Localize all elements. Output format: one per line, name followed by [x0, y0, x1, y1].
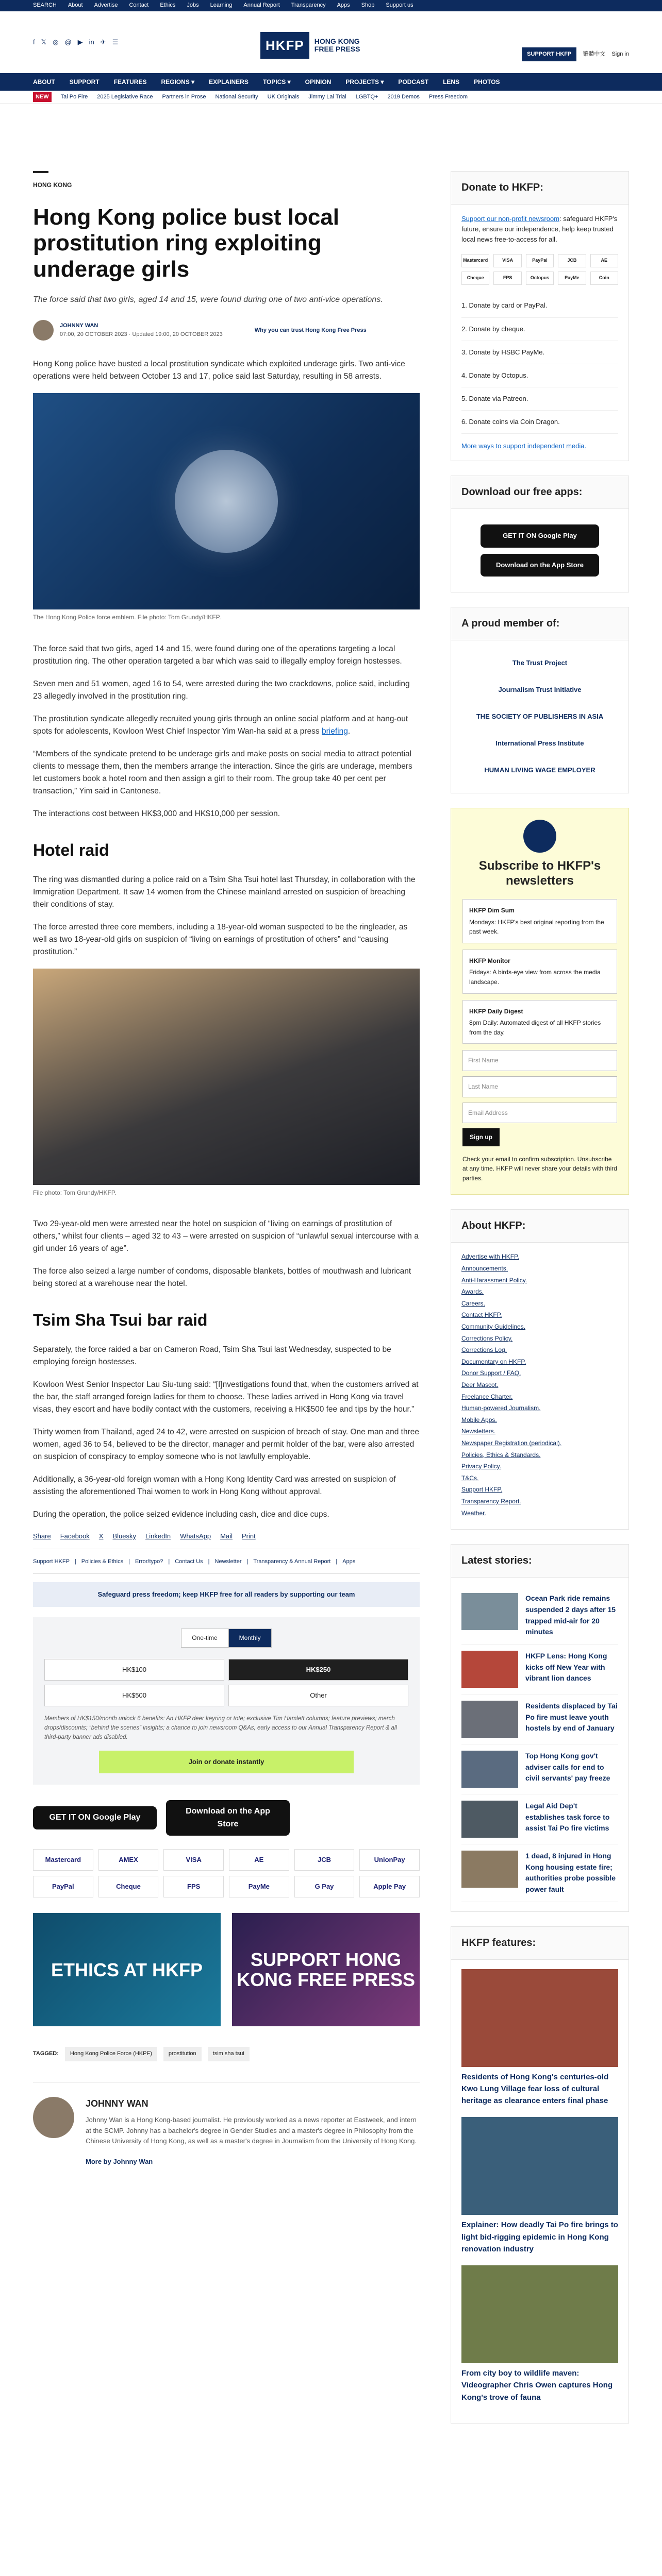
cheque-icon: Cheque — [461, 272, 489, 285]
author-bio: Johnny Wan is a Hong Kong-based journalist. He previously worked as a news reporter at Eastweek, and intern at the SCMP. Johnny has a bachelor's degree in Gender Studies and a master's degree in Philosophy from the Chinese University of Hong Kong, as well as a master's degree in Journalism from the University of Hong Kong. — [86, 2116, 417, 2145]
signup-button[interactable]: Sign up — [462, 1128, 500, 1146]
article — [33, 171, 420, 2438]
apps-link[interactable]: Apps — [337, 2, 350, 9]
donate-method[interactable]: 1. Donate by card or PayPal. — [461, 294, 618, 317]
footer-link[interactable]: Apps — [342, 1558, 356, 1565]
jcb-icon: JCB — [294, 1849, 355, 1871]
paragraph: The prostitution syndicate allegedly recruited young girls through an online social platform and at hang-out spots for adolescents, Kowloon West Chief Inspector Yim Wan-ha said at a press briefing. — [33, 714, 408, 736]
why-trust-link[interactable]: Why you can trust Hong Kong Free Press — [254, 327, 367, 333]
sign-in-link[interactable]: Sign in — [611, 51, 629, 57]
features-title: HKFP features: — [451, 1927, 628, 1960]
youtube-icon[interactable]: ▶ — [77, 38, 83, 46]
about-link[interactable]: Community Guidelines. — [461, 1323, 526, 1331]
paragraph: The force also seized a large number of condoms, disposable blankets, bottles of mouthwash and lubricant being stored at a warehouse near the hotel. — [33, 1267, 411, 1289]
paypal-icon: PayPal — [33, 1876, 93, 1897]
unionpay-icon: UnionPay — [359, 1849, 420, 1871]
share-x[interactable]: X — [98, 1532, 104, 1540]
amount-options — [44, 1659, 408, 1706]
features-list — [451, 1960, 628, 2423]
ticker-item[interactable]: 2025 Legislative Race — [97, 93, 153, 100]
email-field[interactable]: Email Address — [462, 1103, 617, 1124]
new-badge: NEW — [33, 92, 52, 102]
briefing-link[interactable]: briefing — [322, 726, 348, 736]
about-link[interactable]: Freelance Charter. — [461, 1393, 513, 1400]
octopus-icon: Octopus — [526, 272, 554, 285]
latest-list — [451, 1578, 628, 1911]
nav-features[interactable]: FEATURES — [113, 78, 147, 86]
section-heading: Tsim Sha Tsui bar raid — [33, 1311, 208, 1330]
ticker-item[interactable]: Partners in Prose — [162, 93, 206, 100]
about-title: About HKFP: — [451, 1210, 628, 1243]
join-donate-button[interactable]: Join or donate instantly — [99, 1751, 354, 1773]
about-link[interactable]: Transparency Report. — [461, 1497, 521, 1505]
story-thumbnail — [461, 1651, 518, 1688]
about-box — [451, 1209, 629, 1530]
advertise-link[interactable]: Advertise — [94, 2, 118, 9]
about-link[interactable]: Documentary on HKFP. — [461, 1358, 526, 1365]
latest-story[interactable] — [461, 1645, 618, 1694]
donate-methods — [461, 294, 618, 434]
story-thumbnail — [461, 1701, 518, 1738]
last-name-field[interactable]: Last Name — [462, 1076, 617, 1097]
section-heading: Hotel raid — [33, 840, 109, 859]
support-us-link[interactable]: Support us — [386, 2, 413, 9]
features-box — [451, 1926, 629, 2424]
about-link[interactable]: Deer Mascot. — [461, 1381, 499, 1389]
member-list — [451, 640, 628, 793]
story-title: HKFP Lens: Hong Kong kicks off New Year with vibrant lion dances — [525, 1651, 607, 1683]
tag[interactable]: Hong Kong Police Force (HKPF) — [65, 2047, 157, 2061]
ticker-item[interactable]: UK Originals — [267, 93, 300, 100]
story-thumbnail — [461, 1801, 518, 1838]
contact-link[interactable]: Contact — [129, 2, 149, 9]
google-play-badge[interactable]: GET IT ON Google Play — [33, 1806, 157, 1829]
jcb-icon: JCB — [558, 254, 586, 267]
amount-option[interactable]: HK$500 — [44, 1685, 224, 1706]
ethics-banner[interactable]: ETHICS AT HKFP — [33, 1913, 221, 2026]
feature-story[interactable] — [461, 2117, 618, 2255]
about-link[interactable]: Human-powered Journalism. — [461, 1404, 541, 1412]
app-store-badge[interactable]: Download on the App Store — [481, 554, 599, 577]
donate-body — [451, 205, 628, 461]
newsletter-option[interactable] — [462, 899, 617, 943]
footer-link[interactable]: Support HKFP — [33, 1558, 70, 1565]
story-title: Top Hong Kong gov't adviser calls for end to civil servants' pay freeze — [525, 1751, 610, 1783]
nav-explainers[interactable]: EXPLAINERS — [209, 78, 249, 86]
latest-story[interactable] — [461, 1694, 618, 1744]
article-title: Hong Kong police bust local prostitution ring exploiting underage girls — [33, 204, 339, 282]
one-time-tab[interactable]: One-time — [181, 1629, 228, 1648]
support-banner[interactable]: SUPPORT HONG KONG FREE PRESS — [232, 1913, 420, 2026]
google-pay-icon: G Pay — [294, 1876, 355, 1897]
payme-icon: PayMe — [558, 272, 586, 285]
ticker-item[interactable]: Press Freedom — [428, 93, 468, 100]
about-link[interactable]: About — [68, 2, 83, 9]
share-print[interactable]: Print — [241, 1532, 256, 1540]
about-link[interactable]: Newsletters. — [461, 1428, 496, 1435]
share-mail[interactable]: Mail — [220, 1532, 233, 1540]
paragraph: “Members of the syndicate pretend to be underage girls and make posts on social media to attract potential clients to message them, then the members arrange the interaction. Since the girls are underage, members let customers book a hotel room and then assign a girl to their room. The group take 40 per cent per transaction,” Yim said in Cantonese. — [33, 749, 412, 795]
footer-link[interactable]: Error/typo? — [135, 1558, 163, 1565]
more-by-author-link[interactable]: More by Johnny Wan — [86, 2157, 153, 2165]
newsletter-name: HKFP Daily Digest — [469, 1007, 523, 1015]
sopa-logo[interactable]: THE SOCIETY OF PUBLISHERS IN ASIA — [476, 712, 604, 720]
cheque-icon: Cheque — [98, 1876, 159, 1897]
top-utility-bar — [0, 0, 662, 11]
police-emblem-photo — [33, 393, 420, 609]
donate-method[interactable]: 3. Donate by HSBC PayMe. — [461, 341, 618, 364]
telegram-icon[interactable]: ✈ — [100, 38, 106, 46]
latest-title: Latest stories: — [451, 1545, 628, 1578]
search-link[interactable]: SEARCH — [33, 2, 57, 9]
latest-story[interactable] — [461, 1587, 618, 1645]
donate-box — [451, 171, 629, 461]
paragraph: The interactions cost between HK$3,000 and HK$10,000 per session. — [33, 809, 280, 818]
donate-method[interactable]: 4. Donate by Octopus. — [461, 364, 618, 387]
footer-link[interactable]: Policies & Ethics — [81, 1558, 124, 1565]
amex-icon: AE — [590, 254, 618, 267]
about-link[interactable]: Careers. — [461, 1299, 486, 1307]
newsletter-box — [451, 808, 629, 1195]
byline-text: JOHNNY WAN 07:00, 20 OCTOBER 2023 · Updated 19:00, 20 OCTOBER 2023 — [60, 323, 223, 338]
visa-icon: VISA — [163, 1849, 224, 1871]
feature-story[interactable] — [461, 2265, 618, 2403]
about-link[interactable]: Mobile Apps. — [461, 1416, 497, 1423]
app-store-badge[interactable]: Download on the App Store — [166, 1800, 290, 1836]
author-box-text — [86, 2097, 420, 2177]
about-link[interactable]: Contact HKFP. — [461, 1311, 502, 1319]
donate-intro-link[interactable]: Support our non-profit newsroom — [461, 215, 560, 223]
donate-title: Donate to HKFP: — [451, 172, 628, 205]
about-link[interactable]: Support HKFP. — [461, 1486, 503, 1494]
fps-icon: FPS — [163, 1876, 224, 1897]
about-links — [461, 1252, 618, 1518]
donate-intro — [461, 214, 618, 245]
police-officer-photo — [33, 969, 420, 1185]
apps-box — [451, 476, 629, 592]
newsletter-title: Subscribe to HKFP's newsletters — [478, 859, 601, 888]
newsletter-note: Check your email to confirm subscription. Unsubscribe at any time. HKFP will never share your details with third parties. — [462, 1155, 617, 1182]
latest-story[interactable] — [461, 1744, 618, 1794]
donate-pay-icons — [461, 254, 618, 285]
published-date: 07:00, 20 OCTOBER 2023 — [60, 331, 127, 338]
feature-image — [461, 2117, 618, 2215]
paragraph: During the operation, the police seized evidence including cash, dice and dice cups. — [33, 1510, 329, 1519]
trust-project-logo[interactable]: The Trust Project — [512, 658, 568, 667]
article-standfirst: The force said that two girls, aged 14 and 15, were found during one of two anti-vice operations. — [33, 295, 383, 304]
shop-link[interactable]: Shop — [361, 2, 375, 9]
story-title: 1 dead, 8 injured in Hong Kong housing estate fire; authorities probe possible power fault — [525, 1851, 616, 1893]
about-link[interactable]: Policies, Ethics & Standards. — [461, 1451, 541, 1459]
mastercard-icon: Mastercard — [33, 1849, 93, 1871]
hkfp-badge-icon — [523, 820, 556, 853]
visa-icon: VISA — [493, 254, 521, 267]
ethics-link[interactable]: Ethics — [160, 2, 176, 9]
more-ways-link[interactable]: More ways to support independent media. — [461, 442, 587, 450]
newsletter-name: HKFP Monitor — [469, 957, 510, 964]
annual-report-link[interactable]: Annual Report — [243, 2, 280, 9]
about-link[interactable]: Awards. — [461, 1288, 484, 1296]
monthly-tab[interactable]: Monthly — [228, 1629, 272, 1648]
author-box — [33, 2082, 420, 2177]
google-play-badge[interactable]: GET IT ON Google Play — [481, 524, 599, 547]
ticker-item[interactable]: LGBTQ+ — [355, 93, 378, 100]
story-thumbnail — [461, 1593, 518, 1630]
photo-caption: File photo: Tom Grundy/HKFP. — [33, 1189, 117, 1196]
nav-opinion[interactable]: OPINION — [305, 78, 332, 86]
member-title: A proud member of: — [451, 607, 628, 640]
topic-ticker — [0, 91, 662, 104]
author-avatar — [33, 320, 54, 341]
fps-icon: FPS — [493, 272, 521, 285]
share-label: Share — [33, 1532, 51, 1540]
story-thumbnail — [461, 1751, 518, 1788]
about-link[interactable]: Donor Support / FAQ. — [461, 1369, 521, 1377]
tag[interactable]: prostitution — [163, 2047, 202, 2061]
mastercard-icon: Mastercard — [461, 254, 489, 267]
about-link[interactable]: Advertise with HKFP. — [461, 1253, 519, 1261]
newsletter-desc: Fridays: A birds-eye view from across the media landscape. — [469, 969, 601, 986]
paypal-icon: PayPal — [526, 254, 554, 267]
paragraph: Hong Kong police have busted a local prostitution syndicate which exploited underage girls. Two anti-vice operations were held between October 13 and 17, police said last Saturday, resulting in 58 arrests. — [33, 360, 405, 381]
police-emblem-icon — [175, 450, 278, 553]
paragraph: Seven men and 51 women, aged 16 to 54, were arrested during the two crackdowns, police said, including 23 allegedly involved in the prostitution ring. — [33, 679, 410, 701]
paragraph: The ring was dismantled during a police raid on a Tsim Sha Tsui hotel last Thursday, in collaboration with the Immigration Department. It saw 14 women from the Chinese mainland arrested on suspicion of breaching their conditions of stay. — [33, 875, 416, 909]
tags-label: TAGGED: — [33, 2050, 59, 2057]
linkedin-icon[interactable]: in — [89, 38, 94, 46]
paragraph: Separately, the force raided a bar on Cameron Road, Tsim Sha Tsui last Wednesday, suspected to be employing foreign hostesses. — [33, 1345, 391, 1366]
share-linkedin[interactable]: LinkedIn — [145, 1532, 171, 1540]
nav-lens[interactable]: LENS — [443, 78, 460, 86]
newsletter-desc: Mondays: HKFP's best original reporting from the past week. — [469, 918, 604, 936]
paragraph: Additionally, a 36-year-old foreign woman with a Hong Kong Identity Card was arrested on suspicion of assisting the aforementioned Thai women to work in Hong Kong without approval. — [33, 1475, 396, 1497]
ipi-logo[interactable]: International Press Institute — [495, 739, 584, 748]
footer-link[interactable]: Newsletter — [214, 1558, 242, 1565]
amex-icon: AMEX — [98, 1849, 159, 1871]
logo-line-1: HONG KONG — [314, 37, 360, 45]
apps-body — [451, 509, 628, 591]
story-title: Legal Aid Dep't establishes task force to assist Tai Po fire victims — [525, 1801, 610, 1833]
paragraph: Two 29-year-old men were arrested near the hotel on suspicion of “living on earnings of prostitution of others,” whilst four clients – aged 32 to 43 – were arrested on suspicion of “unlawful sexual intercourse with a girl under 16 years of age”. — [33, 1219, 419, 1253]
donate-method[interactable]: 5. Donate via Patreon. — [461, 387, 618, 411]
about-link[interactable]: Newspaper Registration (periodical). — [461, 1439, 562, 1447]
tag-list — [33, 2047, 420, 2061]
apps-title: Download our free apps: — [451, 476, 628, 509]
about-link[interactable]: Weather. — [461, 1509, 486, 1517]
threads-icon[interactable]: @ — [64, 38, 72, 46]
donate-method[interactable]: 2. Donate by cheque. — [461, 318, 618, 341]
tag[interactable]: tsim sha tsui — [208, 2047, 250, 2061]
footer-link[interactable]: Contact Us — [175, 1558, 203, 1565]
promo-banners — [33, 1913, 420, 2026]
nav-projects[interactable]: PROJECTS ▾ — [345, 78, 384, 86]
newsletter-option[interactable] — [462, 1000, 617, 1044]
story-title: Residents displaced by Tai Po fire must leave youth hostels by end of January — [525, 1701, 618, 1733]
american-express-icon: AE — [229, 1849, 289, 1871]
frequency-toggle — [44, 1629, 408, 1648]
newsletter-desc: 8pm Daily: Automated digest of all HKFP stories from the day. — [469, 1019, 601, 1036]
transparency-link[interactable]: Transparency — [291, 2, 326, 9]
logo-mark: HKFP — [260, 32, 309, 59]
payment-methods — [33, 1849, 420, 1897]
first-name-field[interactable]: First Name — [462, 1050, 617, 1071]
nav-topics[interactable]: TOPICS ▾ — [262, 78, 291, 86]
nav-about[interactable]: ABOUT — [33, 78, 55, 86]
jobs-link[interactable]: Jobs — [187, 2, 199, 9]
newsletter-option[interactable] — [462, 950, 617, 994]
feature-title: Explainer: How deadly Tai Po fire brings to light bid-rigging epidemic in Hong Kong renovation industry — [461, 2221, 618, 2253]
paragraph-text: The prostitution syndicate allegedly recruited young girls through an online social platform and at hang-out spots for adolescents, Kowloon West Chief Inspector Yim Wan-ha said at a press — [33, 714, 408, 736]
about-link[interactable]: Corrections Log. — [461, 1346, 507, 1354]
payme-icon: PayMe — [229, 1876, 289, 1897]
header-actions — [522, 47, 629, 61]
social-links — [33, 37, 118, 47]
amount-option-selected[interactable]: HK$250 — [228, 1659, 408, 1681]
article-kicker[interactable]: HONG KONG — [33, 181, 72, 189]
latest-stories-box — [451, 1544, 629, 1912]
about-link[interactable]: Corrections Policy. — [461, 1334, 513, 1342]
feature-image — [461, 2265, 618, 2363]
site-logo[interactable] — [260, 32, 360, 59]
byline — [33, 320, 420, 341]
donate-widget — [33, 1617, 420, 1784]
story-thumbnail — [461, 1851, 518, 1888]
support-hkfp-button[interactable]: SUPPORT HKFP — [522, 47, 576, 61]
membership-note: Members of HK$150/month unlock 6 benefits: An HKFP deer keyring or tote; exclusive Tim Hamlett columns; feature previews; merch drops/discounts; “behind the scenes” insights; a chance to join newsroom Q&As, early access to our Annual Transparency Report & all third-party banner ads disabled. — [44, 1716, 397, 1740]
about-link[interactable]: Announcements. — [461, 1265, 508, 1273]
paragraph: Kowloon West Senior Inspector Lau Siu-tung said: “[I]nvestigations found that, when the customers arrived at the bar, the staff arranged foreign ladies for them to choose. These ladies arrived in Hong Kong via travel visas, they escort and have bodily contact with the customers, receiving a HK$500 fee and tips by the hour.” — [33, 1380, 419, 1414]
feature-story[interactable] — [461, 1969, 618, 2107]
amount-option[interactable]: HK$100 — [44, 1659, 224, 1681]
instagram-icon[interactable]: ◎ — [53, 38, 59, 46]
logo-line-2: FREE PRESS — [314, 45, 360, 54]
coin-icon: Coin — [590, 272, 618, 285]
about-link[interactable]: Privacy Policy. — [461, 1463, 502, 1470]
share-whatsapp[interactable]: WhatsApp — [180, 1532, 211, 1540]
page-body — [0, 171, 662, 2438]
learning-link[interactable]: Learning — [210, 2, 233, 9]
photo-caption: The Hong Kong Police force emblem. File photo: Tom Grundy/HKFP. — [33, 614, 221, 621]
app-badges — [33, 1800, 420, 1836]
feature-title: From city boy to wildlife maven: Videographer Chris Owen captures Hong Kong's trove of fauna — [461, 2369, 613, 2402]
apple-pay-icon: Apple Pay — [359, 1876, 420, 1897]
paragraph: Thirty women from Thailand, aged 24 to 42, were arrested on suspicion of breach of stay. One man and three women, aged 36 to 54, believed to be the director, manager and permit holder of the bar, were also arrested on suspicion of conspiracy to employ someone who is not lawfully employable. — [33, 1428, 420, 1462]
latest-story[interactable] — [461, 1844, 618, 1902]
logo-wordmark — [315, 38, 360, 54]
member-box — [451, 607, 629, 794]
author-box-avatar — [33, 2097, 74, 2138]
ticker-item[interactable]: Tai Po Fire — [60, 93, 88, 100]
share-facebook[interactable]: Facebook — [60, 1532, 90, 1540]
nav-support[interactable]: SUPPORT — [69, 78, 100, 86]
ticker-item[interactable]: 2019 Demos — [387, 93, 420, 100]
about-body — [451, 1243, 628, 1529]
about-link[interactable]: T&Cs. — [461, 1474, 479, 1482]
article-footer-links: Support HKFP | Policies & Ethics | Error/typo? | Contact Us | Newsletter | Transparency & Annual Report | Apps — [33, 1557, 420, 1574]
language-link[interactable]: 繁體中文 — [583, 51, 606, 57]
main-nav — [0, 73, 662, 91]
donate-method[interactable]: 6. Donate coins via Coin Dragon. — [461, 411, 618, 434]
jti-logo[interactable]: Journalism Trust Initiative — [498, 685, 582, 693]
ticker-item[interactable]: National Security — [215, 93, 258, 100]
kicker-rule — [33, 171, 48, 173]
site-header — [0, 11, 662, 73]
x-icon[interactable]: 𝕏 — [41, 38, 47, 46]
updated-date: Updated 19:00, 20 OCTOBER 2023 — [132, 331, 223, 338]
donate-intro-text: : safeguard HKFP's future, ensure our independence, help keep trusted local news free-to-access for all. — [461, 215, 618, 244]
author-name[interactable]: JOHNNY WAN — [60, 323, 98, 329]
nav-photos[interactable]: PHOTOS — [474, 78, 500, 86]
about-link[interactable]: Anti-Harassment Policy. — [461, 1276, 527, 1284]
ticker-item[interactable]: Jimmy Lai Trial — [308, 93, 346, 100]
share-bar — [33, 1531, 420, 1549]
support-promo-headline: Safeguard press freedom; keep HKFP free for all readers by supporting our team — [33, 1582, 420, 1607]
facebook-icon[interactable]: f — [33, 38, 35, 46]
sidebar — [451, 171, 629, 2438]
nav-podcast[interactable]: PODCAST — [398, 78, 429, 86]
share-bluesky[interactable]: Bluesky — [112, 1532, 136, 1540]
amount-option-other[interactable]: Other — [228, 1685, 408, 1706]
author-box-name[interactable]: JOHNNY WAN — [86, 2098, 148, 2109]
footer-link[interactable]: Transparency & Annual Report — [253, 1558, 331, 1565]
feature-image — [461, 1969, 618, 2067]
newsletter-name: HKFP Dim Sum — [469, 906, 515, 914]
story-title: Ocean Park ride remains suspended 2 days after 15 trapped mid-air for 20 minutes — [525, 1594, 616, 1636]
paragraph: The force said that two girls, aged 14 and 15, were found during one of the operations targeting a local prostitution ring. The other operation targeted a bar which was said to illegally employ foreign hostesses. — [33, 644, 402, 666]
nav-regions[interactable]: REGIONS ▾ — [161, 78, 195, 86]
rss-icon[interactable]: ☰ — [112, 38, 119, 46]
feature-title: Residents of Hong Kong's centuries-old Kwo Lung Village fear loss of cultural heritage as clearance enters final phase — [461, 2072, 609, 2106]
latest-story[interactable] — [461, 1794, 618, 1844]
living-wage-logo[interactable]: HUMAN LIVING WAGE EMPLOYER — [484, 766, 595, 774]
paragraph: The force arrested three core members, including a 18-year-old woman suspected to be the ringleader, as well as two 18-year-old girls on suspicion of “living on earnings of prostitution of others” and “causing prostitution.” — [33, 922, 408, 956]
